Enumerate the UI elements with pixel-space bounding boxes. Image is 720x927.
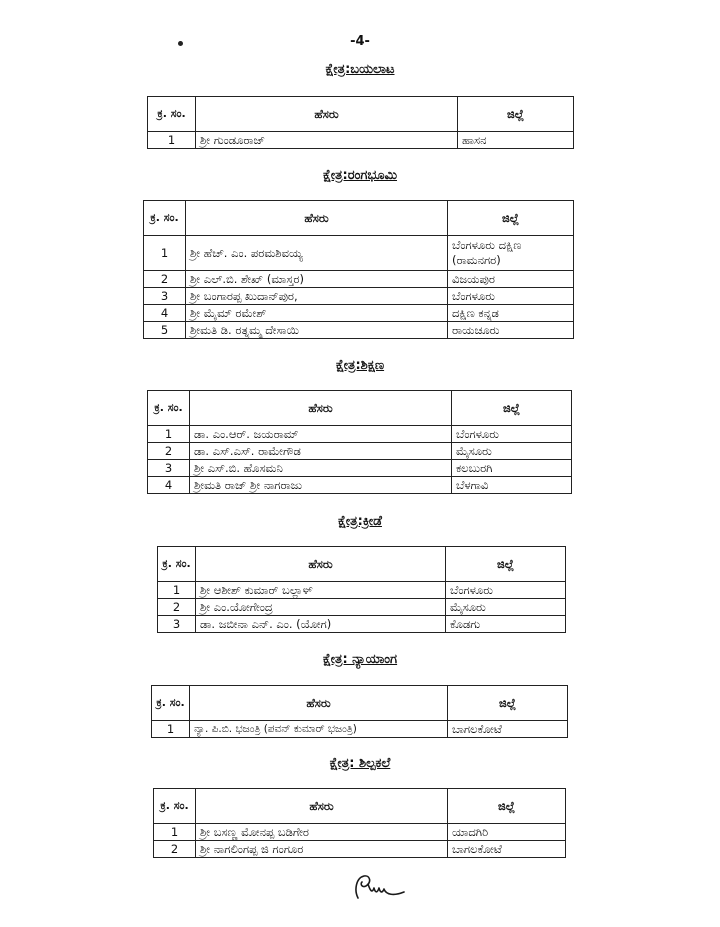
col-name-header: ಹೆಸರು [190, 391, 452, 426]
cell-district: ಬೆಂಗಳೂರು [446, 582, 566, 599]
col-sno-header: ಕ್ರ. ಸಂ. [152, 686, 190, 721]
table-nyayanga [151, 685, 568, 738]
table-header-row [148, 391, 572, 426]
col-name-header: ಹೆಸರು [196, 547, 446, 582]
col-name-header: ಹೆಸರು [196, 789, 448, 824]
cell-district: ಮೈಸೂರು [452, 443, 572, 460]
col-sno-header: ಕ್ರ. ಸಂ. [158, 547, 196, 582]
section-heading-rangabhoomi: ಕ್ಷೇತ್ರ:ರಂಗಭೂಮಿ [322, 168, 398, 183]
table-row [148, 460, 572, 477]
cell-sno: 3 [148, 460, 190, 477]
cell-district: ವಿಜಯಪುರ [448, 271, 574, 288]
col-district-header: ಜಿಲ್ಲೆ [448, 686, 568, 721]
table-row [144, 322, 574, 339]
table-kreede [157, 546, 566, 633]
cell-sno: 2 [148, 443, 190, 460]
col-sno-header: ಕ್ರ. ಸಂ. [148, 97, 196, 132]
cell-district: ಬೆಂಗಳೂರು ದಕ್ಷಿಣ (ರಾಮನಗರ) [448, 236, 574, 271]
col-sno-header: ಕ್ರ. ಸಂ. [148, 391, 190, 426]
cell-district: ದಕ್ಷಿಣ ಕನ್ನಡ [448, 305, 574, 322]
col-name-header: ಹೆಸರು [190, 686, 448, 721]
cell-name: ಡಾ. ಎಂ.ಆರ್. ಜಯರಾಮ್ [190, 426, 452, 443]
table-row [144, 305, 574, 322]
col-district-header: ಜಿಲ್ಲೆ [452, 391, 572, 426]
table-rangabhoomi [143, 200, 574, 339]
table-header-row [148, 97, 574, 132]
cell-sno: 1 [152, 721, 190, 738]
cell-district: ಬಾಗಲಕೋಟೆ [448, 721, 568, 738]
cell-sno: 1 [154, 824, 196, 841]
section-heading-nyayanga: ಕ್ಷೇತ್ರ: ನ್ಯಾಯಾಂಗ [322, 652, 398, 667]
table-shilpakale [153, 788, 566, 858]
page-number: -4- [350, 34, 370, 49]
cell-district: ಕೊಡಗು [446, 616, 566, 633]
cell-sno: 3 [158, 616, 196, 633]
table-row [148, 443, 572, 460]
table-row [158, 599, 566, 616]
table-row [148, 132, 574, 149]
table-row [152, 721, 568, 738]
col-district-header: ಜಿಲ್ಲೆ [458, 97, 574, 132]
table-row [154, 824, 566, 841]
col-district-header: ಜಿಲ್ಲೆ [448, 789, 566, 824]
cell-name: ಶ್ರೀ ಮೈಮ್ ರಮೇಶ್ [186, 305, 448, 322]
table-row [158, 582, 566, 599]
cell-sno: 1 [148, 426, 190, 443]
table-header-row [154, 789, 566, 824]
table-header-row [144, 201, 574, 236]
col-name-header: ಹೆಸರು [196, 97, 458, 132]
table-header-row [152, 686, 568, 721]
section-heading-shilpakale: ಕ್ಷೇತ್ರ: ಶಿಲ್ಪಕಲೆ [329, 756, 391, 771]
cell-sno: 4 [144, 305, 186, 322]
section-heading-kreede: ಕ್ಷೇತ್ರ:ಕ್ರೀಡೆ [338, 514, 382, 529]
cell-name: ಶ್ರೀ ಬಸಣ್ಣ ಮೋನಪ್ಪ ಬಡಿಗೇರ [196, 824, 448, 841]
table-row [148, 477, 572, 494]
cell-sno: 2 [154, 841, 196, 858]
cell-name: ಶ್ರೀ ಎಸ್.ಬಿ. ಹೊಸಮನಿ [190, 460, 452, 477]
cell-district: ಮೈಸೂರು [446, 599, 566, 616]
col-sno-header: ಕ್ರ. ಸಂ. [144, 201, 186, 236]
cell-sno: 2 [144, 271, 186, 288]
table-row [154, 841, 566, 858]
section-heading-shikshana: ಕ್ಷೇತ್ರ:ಶಿಕ್ಷಣ [335, 358, 385, 373]
table-bayalata [147, 96, 574, 149]
cell-sno: 2 [158, 599, 196, 616]
section-heading-bayalata: ಕ್ಷೇತ್ರ:ಬಯಲಾಟ [325, 62, 395, 77]
table-row [144, 236, 574, 271]
cell-name: ಶ್ರೀ ಎಲ್.ಬಿ. ಶೇಖ್ (ಮಾಸ್ತರ) [186, 271, 448, 288]
col-name-header: ಹೆಸರು [186, 201, 448, 236]
cell-sno: 1 [148, 132, 196, 149]
cell-name: ಶ್ರೀಮತಿ ರಾಜ್ ಶ್ರೀ ನಾಗರಾಜು [190, 477, 452, 494]
cell-name: ಶ್ರೀ ಆಶೀಶ್ ಕುಮಾರ್ ಬಲ್ಲಾಳ್ [196, 582, 446, 599]
cell-sno: 1 [144, 236, 186, 271]
cell-name: ಶ್ರೀ ಹೆಚ್. ಎಂ. ಪರಮಶಿವಯ್ಯ [186, 236, 448, 271]
cell-name: ಶ್ರೀ ಎಂ.ಯೋಗೇಂದ್ರ [196, 599, 446, 616]
table-row [144, 271, 574, 288]
cell-name: ಶ್ರೀಮತಿ ಡಿ. ರತ್ನಮ್ಮ ದೇಸಾಯಿ [186, 322, 448, 339]
cell-name: ಡಾ. ಎಸ್.ಎಸ್. ರಾಮೇಗೌಡ [190, 443, 452, 460]
cell-district: ಬಾಗಲಕೋಟೆ [448, 841, 566, 858]
table-header-row [158, 547, 566, 582]
table-row [144, 288, 574, 305]
cell-name: ನ್ಯಾ. ಪಿ.ಬಿ. ಭಜಂತ್ರಿ (ಪವನ್ ಕುಮಾರ್ ಭಜಂತ್ರಿ) [190, 721, 448, 738]
cell-district: ಹಾಸನ [458, 132, 574, 149]
cell-sno: 5 [144, 322, 186, 339]
col-district-header: ಜಿಲ್ಲೆ [448, 201, 574, 236]
cell-name: ಶ್ರೀ ಬಂಗಾರಪ್ಪ ಖುದಾನ್‌ಪುರ, [186, 288, 448, 305]
cell-district: ರಾಯಚೂರು [448, 322, 574, 339]
cell-sno: 1 [158, 582, 196, 599]
cell-name: ಡಾ. ಜಬೀನಾ ಎನ್. ಎಂ. (ಯೋಗ) [196, 616, 446, 633]
cell-district: ಬೆಂಗಳೂರು [452, 426, 572, 443]
table-row [148, 426, 572, 443]
col-district-header: ಜಿಲ್ಲೆ [446, 547, 566, 582]
table-row [158, 616, 566, 633]
cell-district: ಯಾದಗಿರಿ [448, 824, 566, 841]
cell-sno: 4 [148, 477, 190, 494]
cell-district: ಬೆಂಗಳೂರು [448, 288, 574, 305]
col-sno-header: ಕ್ರ. ಸಂ. [154, 789, 196, 824]
cell-district: ಬೆಳಗಾವಿ [452, 477, 572, 494]
cell-sno: 3 [144, 288, 186, 305]
cell-name: ಶ್ರೀ ನಾಗಲಿಂಗಪ್ಪ ಜಿ ಗಂಗೂರ [196, 841, 448, 858]
signature-scribble [350, 870, 410, 906]
cell-district: ಕಲಬುರಗಿ [452, 460, 572, 477]
cell-name: ಶ್ರೀ ಗುಂಡೂರಾಜ್ [196, 132, 458, 149]
table-shikshana [147, 390, 572, 494]
